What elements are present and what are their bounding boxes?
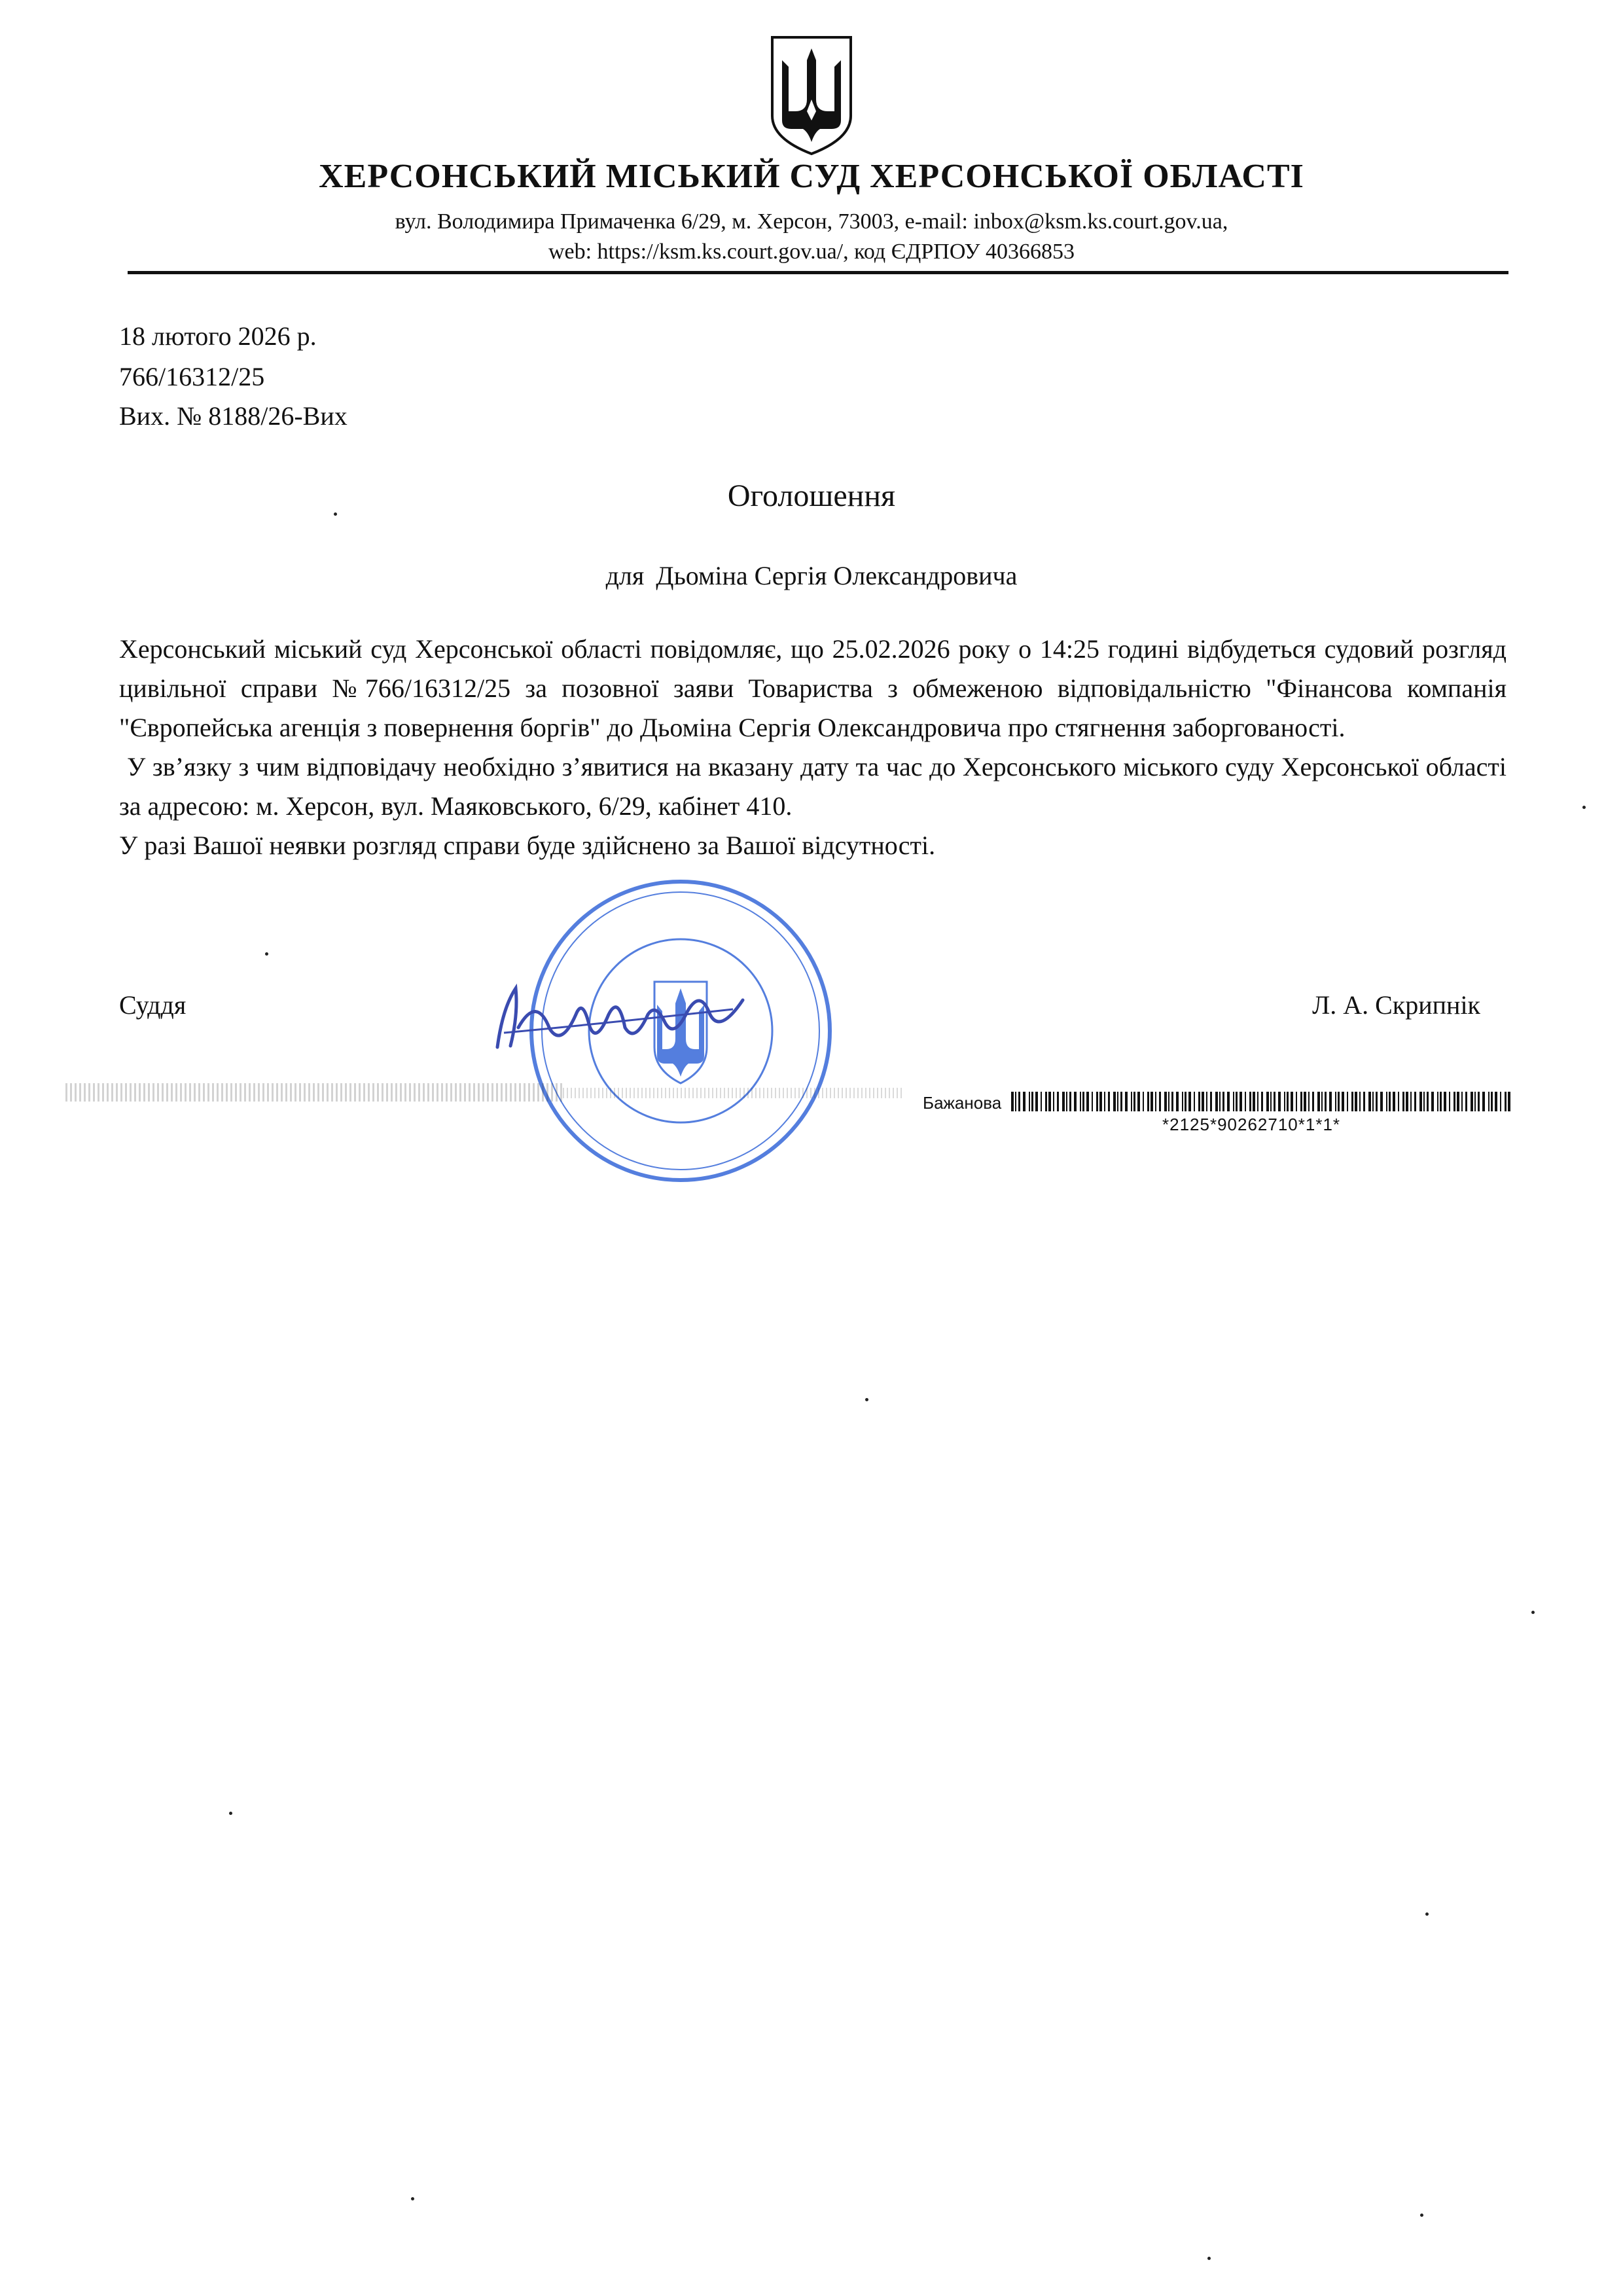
barcode-bar — [1389, 1092, 1391, 1111]
barcode-bar — [1150, 1092, 1153, 1111]
barcode-bar — [1261, 1092, 1263, 1111]
barcode-bar — [1198, 1092, 1200, 1111]
barcode-bar — [1137, 1092, 1140, 1111]
barcode-bar — [1099, 1092, 1102, 1111]
barcode-bar — [1338, 1092, 1340, 1111]
document-date: 18 лютого 2026 р. — [119, 321, 317, 351]
barcode-bar — [1342, 1092, 1344, 1111]
document-title: Оголошення — [727, 478, 896, 513]
court-web-line: web: https://ksm.ks.court.gov.ua/, код ЄДРПОУ 40366853 — [548, 240, 1075, 264]
barcode-bar — [1347, 1092, 1348, 1111]
barcode-bar — [1380, 1092, 1383, 1111]
notice-body — [119, 630, 1507, 865]
judge-name: Л. А. Скрипнік — [1312, 990, 1480, 1020]
barcode-bar — [1335, 1092, 1336, 1111]
scan-speck — [865, 1398, 868, 1401]
scan-speck — [1582, 806, 1586, 809]
barcode-bar — [1505, 1092, 1507, 1111]
barcode-bar — [1080, 1092, 1081, 1111]
barcode-bar — [1182, 1092, 1183, 1111]
barcode-bar — [1500, 1092, 1501, 1111]
barcode-bar — [1300, 1092, 1302, 1111]
barcode-bar — [1304, 1092, 1306, 1111]
addressee-line — [0, 560, 1623, 591]
scan-speck — [1207, 2257, 1211, 2260]
barcode-bar — [1291, 1092, 1293, 1111]
clerk-name: Бажанова — [923, 1093, 1002, 1113]
barcode-bar — [1414, 1092, 1416, 1111]
barcode-bar — [1011, 1092, 1014, 1111]
barcode-bar — [1245, 1092, 1246, 1111]
barcode-bar — [1386, 1092, 1387, 1111]
scan-speck — [1531, 1611, 1535, 1614]
barcode-bar — [1457, 1092, 1459, 1111]
barcode-bar — [1188, 1092, 1191, 1111]
barcode-bar — [1082, 1092, 1084, 1111]
scan-speck — [1420, 2214, 1423, 2217]
barcode-bar — [1423, 1092, 1425, 1111]
barcode-bar — [1437, 1092, 1438, 1111]
barcode-bar — [1359, 1092, 1361, 1111]
barcode-bar — [1066, 1092, 1067, 1111]
barcode-bar — [1164, 1092, 1167, 1111]
barcode-bar — [1227, 1092, 1230, 1111]
header-divider — [128, 271, 1508, 274]
body-paragraph: У зв’язку з чим відповідачу необхідно з’явитися на вказану дату та час до Херсонського міського суду Херсонської області за адресою: м. Херсон, вул. Маяковського, 6/29, кабінет 410. — [119, 752, 1507, 821]
barcode-bar — [1398, 1092, 1399, 1111]
barcode-bar — [1270, 1092, 1272, 1111]
barcode-bar — [1376, 1092, 1378, 1111]
barcode-bar — [1431, 1092, 1434, 1111]
barcode-bar — [1321, 1092, 1323, 1111]
barcode-bar — [1086, 1092, 1089, 1111]
barcode-bar — [1045, 1092, 1047, 1111]
body-paragraph: Херсонський міський суд Херсонської області повідомляє, що 25.02.2026 року о 14:25 годині відбудеться судовий розгляд цивільної справи №766/16312/25 за позовної заяви Товариства з обмеженою відповідальністю "Фінансова компанія "Європейська агенція з повернення боргів" до Дьоміна Сергія Олександровича про стягнення заборгованості. — [119, 634, 1507, 742]
judge-role: Суддя — [119, 990, 187, 1020]
barcode-bar — [1491, 1092, 1493, 1111]
barcode-bar — [1062, 1092, 1065, 1111]
barcode-bar — [1176, 1092, 1179, 1111]
barcode-bar — [1296, 1092, 1297, 1111]
barcode-bar — [1023, 1092, 1026, 1111]
barcode-number: *2125*90262710*1*1* — [1162, 1115, 1341, 1134]
barcode-bar — [1125, 1092, 1128, 1111]
barcode-bar — [1329, 1092, 1332, 1111]
barcode-image — [1011, 1092, 1515, 1111]
barcode-bar — [1478, 1092, 1480, 1111]
barcode-bar — [1240, 1092, 1242, 1111]
barcode-bar — [1253, 1092, 1255, 1111]
barcode-bar — [1069, 1092, 1071, 1111]
barcode-bar — [1168, 1092, 1169, 1111]
barcode-bar — [1206, 1092, 1207, 1111]
barcode-bar — [1508, 1092, 1510, 1111]
addressee-prefix: для — [605, 561, 645, 590]
barcode-bar — [1171, 1092, 1173, 1111]
barcode-bar — [1117, 1092, 1118, 1111]
barcode-bar — [1015, 1092, 1016, 1111]
barcode-bar — [1363, 1092, 1365, 1111]
barcode-bar — [1143, 1092, 1144, 1111]
scan-speck — [265, 952, 268, 956]
scan-speck — [411, 2197, 414, 2200]
barcode-bar — [1194, 1092, 1195, 1111]
case-number: 766/16312/25 — [119, 362, 265, 391]
barcode-bar — [1368, 1092, 1371, 1111]
barcode-bar — [1131, 1092, 1132, 1111]
barcode-bar — [1018, 1092, 1020, 1111]
barcode-bar — [1133, 1092, 1135, 1111]
barcode-bar — [1202, 1092, 1204, 1111]
barcode-bar — [1057, 1092, 1059, 1111]
barcode-bar — [1029, 1092, 1030, 1111]
barcode-bar — [1419, 1092, 1422, 1111]
barcode-bar — [1465, 1092, 1467, 1111]
barcode-bar — [1317, 1092, 1320, 1111]
barcode-bar — [1147, 1092, 1149, 1111]
scan-speck — [1425, 1912, 1429, 1916]
barcode-bar — [1236, 1092, 1238, 1111]
barcode-bar — [1440, 1092, 1442, 1111]
scan-speck — [334, 512, 337, 516]
barcode-bar — [1233, 1092, 1234, 1111]
barcode-bar — [1249, 1092, 1251, 1111]
barcode-bar — [1257, 1092, 1258, 1111]
barcode-bar — [1113, 1092, 1116, 1111]
barcode-bar — [1325, 1092, 1327, 1111]
barcode-bar — [1355, 1092, 1357, 1111]
barcode-bar — [1372, 1092, 1374, 1111]
barcode-bar — [1120, 1092, 1122, 1111]
barcode-bar — [1449, 1092, 1450, 1111]
barcode-bar — [1155, 1092, 1156, 1111]
judge-signature — [484, 969, 759, 1060]
barcode-bar — [1035, 1092, 1038, 1111]
barcode-bar — [1210, 1092, 1212, 1111]
barcode-bar — [1096, 1092, 1098, 1111]
barcode-bar — [1284, 1092, 1285, 1111]
barcode-bar — [1471, 1092, 1473, 1111]
barcode-bar — [1312, 1092, 1314, 1111]
barcode-bar — [1406, 1092, 1408, 1111]
faint-barcode-strip — [563, 1088, 903, 1098]
barcode-bar — [1427, 1092, 1429, 1111]
barcode-bar — [1219, 1092, 1221, 1111]
barcode-bar — [1351, 1092, 1353, 1111]
barcode-bar — [1104, 1092, 1105, 1111]
scan-speck — [229, 1812, 232, 1815]
barcode-bar — [1074, 1092, 1077, 1111]
barcode-bar — [1393, 1092, 1395, 1111]
addressee-name: Дьоміна Сергія Олександровича — [656, 561, 1018, 590]
barcode-bar — [1308, 1092, 1310, 1111]
barcode-bar — [1274, 1092, 1275, 1111]
barcode-bar — [1402, 1092, 1404, 1111]
court-address: вул. Володимира Примаченка 6/29, м. Херсон, 73003, e-mail: inbox@ksm.ks.court.gov.ua, — [395, 209, 1228, 234]
barcode-bar — [1159, 1092, 1161, 1111]
barcode-bar — [1488, 1092, 1489, 1111]
barcode-bar — [1031, 1092, 1033, 1111]
barcode-bar — [1048, 1092, 1051, 1111]
barcode-bar — [1482, 1092, 1485, 1111]
barcode-bar — [1444, 1092, 1446, 1111]
barcode-bar — [1215, 1092, 1218, 1111]
barcode-bar — [1092, 1092, 1093, 1111]
barcode-bar — [1185, 1092, 1186, 1111]
barcode-bar — [1287, 1092, 1289, 1111]
barcode-bar — [1041, 1092, 1042, 1111]
coat-of-arms-icon — [769, 34, 854, 157]
barcode-bar — [1454, 1092, 1455, 1111]
barcode-bar — [1266, 1092, 1269, 1111]
barcode-bar — [1222, 1092, 1224, 1111]
court-name-heading: ХЕРСОНСЬКИЙ МІСЬКИЙ СУД ХЕРСОНСЬКОЇ ОБЛАСТІ — [319, 158, 1304, 195]
barcode-bar — [1278, 1092, 1281, 1111]
outgoing-number: Вих. № 8188/26-Вих — [119, 401, 348, 431]
barcode-bar — [1495, 1092, 1497, 1111]
barcode-bar — [1461, 1092, 1463, 1111]
barcode-bar — [1053, 1092, 1054, 1111]
faint-barcode-strip — [65, 1083, 563, 1102]
body-paragraph: У разі Вашої неявки розгляд справи буде здійснено за Вашої відсутності. — [119, 831, 936, 860]
barcode-bar — [1410, 1092, 1412, 1111]
barcode-bar — [1474, 1092, 1476, 1111]
barcode-bar — [1108, 1092, 1110, 1111]
